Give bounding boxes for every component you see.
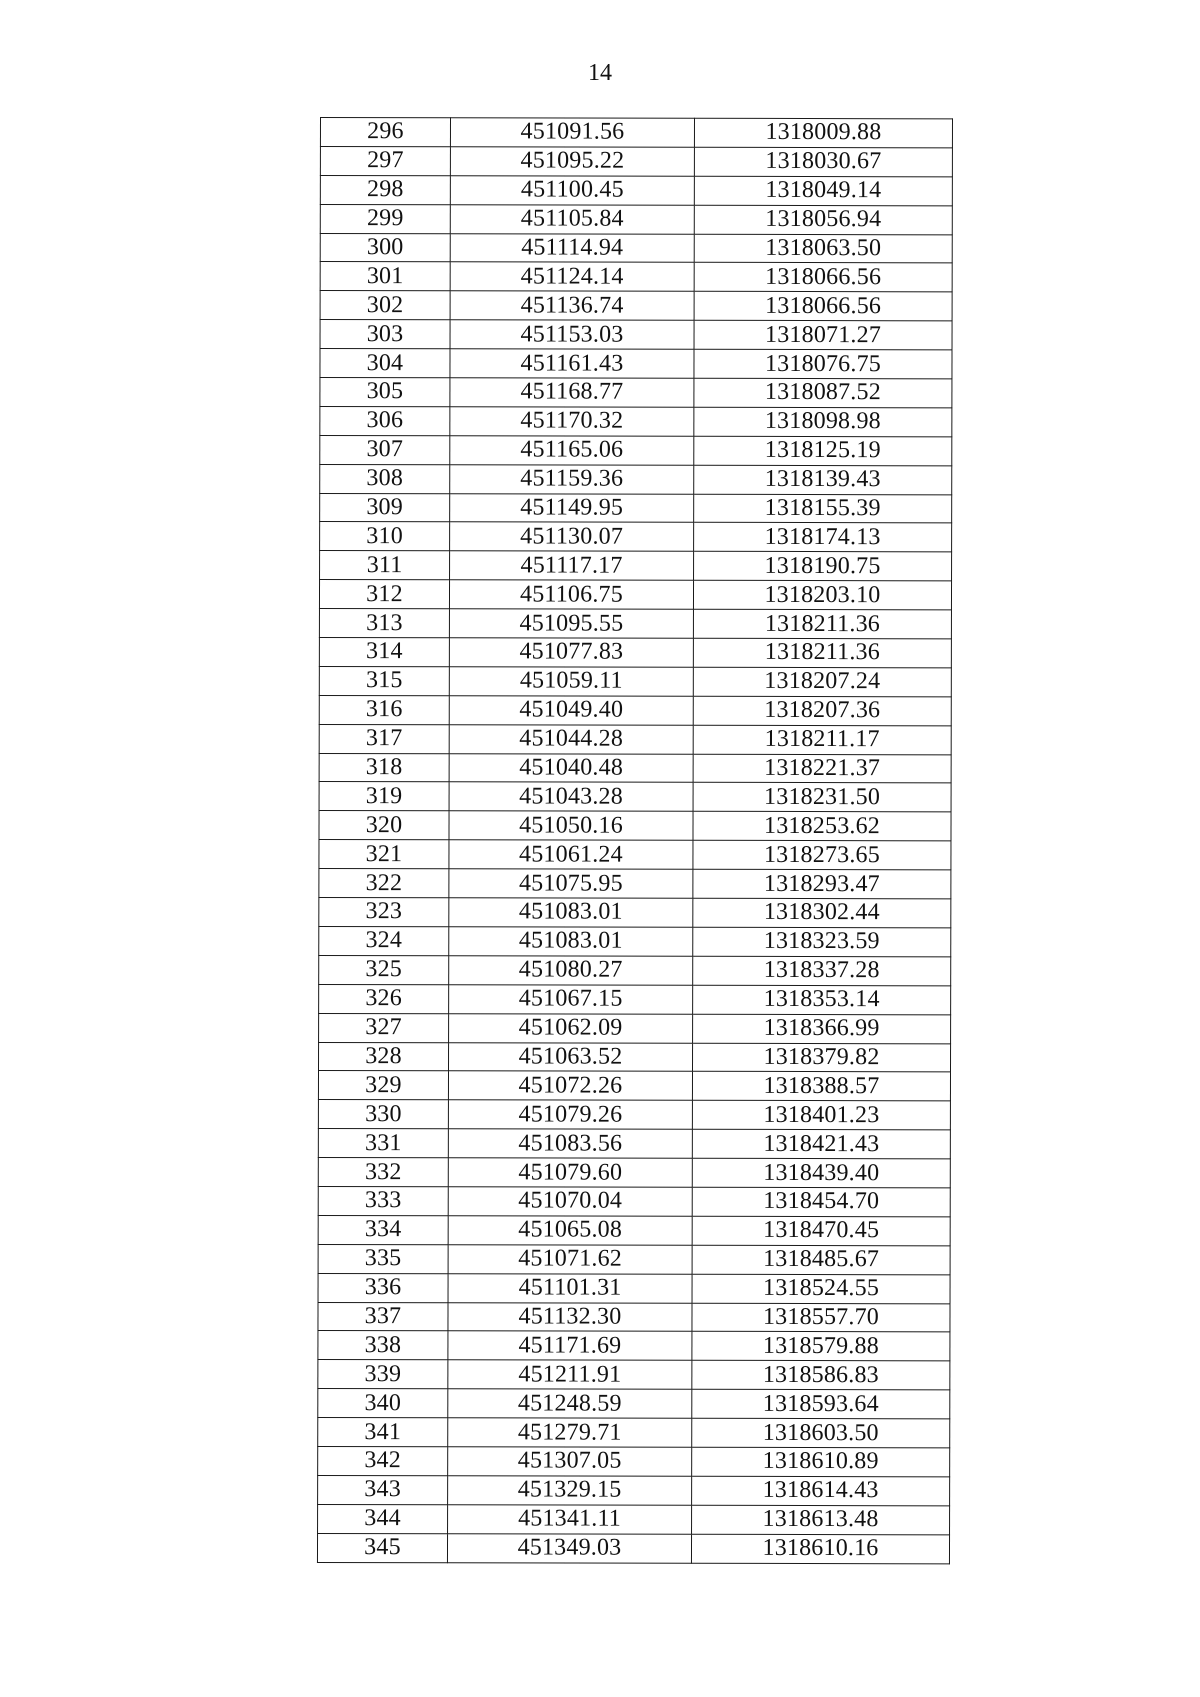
y-coordinate-cell: 1318087.52: [694, 378, 952, 407]
coordinate-table-body: [317, 118, 952, 1564]
point-number-cell: 298: [320, 175, 450, 204]
point-number-cell: 323: [319, 898, 449, 927]
point-number-cell: 303: [320, 320, 450, 349]
table-row: [318, 1071, 950, 1101]
point-number-cell: 340: [318, 1389, 448, 1418]
table-row: [318, 1273, 950, 1303]
table-row: [319, 811, 951, 841]
x-coordinate-cell: 451307.05: [448, 1447, 692, 1476]
point-number-cell: 308: [320, 464, 450, 493]
point-number-cell: 342: [318, 1446, 448, 1475]
y-coordinate-cell: 1318470.45: [692, 1216, 950, 1245]
y-coordinate-cell: 1318030.67: [694, 147, 952, 176]
table-row: [318, 1158, 950, 1188]
point-number-cell: 322: [319, 869, 449, 898]
y-coordinate-cell: 1318221.37: [693, 754, 951, 783]
table-row: [318, 1302, 950, 1332]
point-number-cell: 309: [320, 493, 450, 522]
table-row: [318, 1215, 950, 1245]
table-row: [320, 522, 952, 552]
point-number-cell: 336: [318, 1273, 448, 1302]
table-row: [320, 464, 952, 494]
y-coordinate-cell: 1318439.40: [692, 1158, 950, 1187]
x-coordinate-cell: 451211.91: [448, 1360, 692, 1389]
x-coordinate-cell: 451061.24: [449, 840, 693, 869]
table-row: [320, 435, 952, 465]
point-number-cell: 329: [318, 1071, 448, 1100]
x-coordinate-cell: 451095.55: [449, 609, 693, 638]
y-coordinate-cell: 1318421.43: [692, 1129, 950, 1158]
x-coordinate-cell: 451079.60: [448, 1158, 692, 1187]
table-row: [319, 580, 951, 610]
point-number-cell: 331: [318, 1129, 448, 1158]
x-coordinate-cell: 451279.71: [448, 1418, 692, 1447]
x-coordinate-cell: 451065.08: [448, 1216, 692, 1245]
y-coordinate-cell: 1318579.88: [692, 1332, 950, 1361]
point-number-cell: 324: [319, 926, 449, 955]
y-coordinate-cell: 1318485.67: [692, 1245, 950, 1274]
table-row: [320, 378, 952, 408]
x-coordinate-cell: 451050.16: [449, 811, 693, 840]
y-coordinate-cell: 1318066.56: [694, 263, 952, 292]
x-coordinate-cell: 451091.56: [450, 118, 694, 147]
table-row: [318, 1504, 950, 1534]
y-coordinate-cell: 1318049.14: [694, 176, 952, 205]
y-coordinate-cell: 1318273.65: [693, 841, 951, 870]
x-coordinate-cell: 451168.77: [450, 378, 694, 407]
table-row: [319, 782, 951, 812]
point-number-cell: 307: [320, 435, 450, 464]
table-row: [320, 146, 952, 176]
table-row: [320, 291, 952, 321]
y-coordinate-cell: 1318139.43: [694, 465, 952, 494]
point-number-cell: 315: [319, 666, 449, 695]
table-row: [320, 262, 952, 292]
point-number-cell: 334: [318, 1215, 448, 1244]
x-coordinate-cell: 451072.26: [448, 1071, 692, 1100]
x-coordinate-cell: 451049.40: [449, 696, 693, 725]
x-coordinate-cell: 451149.95: [450, 493, 694, 522]
point-number-cell: 306: [320, 406, 450, 435]
page-number: 14: [588, 60, 612, 86]
point-number-cell: 316: [319, 695, 449, 724]
y-coordinate-cell: 1318610.16: [691, 1534, 949, 1563]
y-coordinate-cell: 1318098.98: [694, 407, 952, 436]
point-number-cell: 312: [319, 580, 449, 609]
x-coordinate-cell: 451106.75: [449, 580, 693, 609]
x-coordinate-cell: 451077.83: [449, 638, 693, 667]
x-coordinate-cell: 451067.15: [449, 984, 693, 1013]
point-number-cell: 313: [319, 609, 449, 638]
x-coordinate-cell: 451329.15: [448, 1476, 692, 1505]
table-row: [319, 869, 951, 899]
x-coordinate-cell: 451070.04: [448, 1187, 692, 1216]
table-row: [320, 406, 952, 436]
point-number-cell: 304: [320, 349, 450, 378]
point-number-cell: 320: [319, 811, 449, 840]
x-coordinate-cell: 451159.36: [450, 464, 694, 493]
y-coordinate-cell: 1318366.99: [693, 1014, 951, 1043]
table-row: [319, 724, 951, 754]
y-coordinate-cell: 1318066.56: [694, 292, 952, 321]
x-coordinate-cell: 451083.01: [449, 927, 693, 956]
y-coordinate-cell: 1318593.64: [692, 1389, 950, 1418]
x-coordinate-cell: 451040.48: [449, 753, 693, 782]
x-coordinate-cell: 451341.11: [448, 1505, 692, 1534]
point-number-cell: 328: [319, 1042, 449, 1071]
point-number-cell: 318: [319, 753, 449, 782]
x-coordinate-cell: 451132.30: [448, 1302, 692, 1331]
y-coordinate-cell: 1318603.50: [692, 1418, 950, 1447]
table-row: [320, 551, 952, 581]
y-coordinate-cell: 1318071.27: [694, 321, 952, 350]
y-coordinate-cell: 1318353.14: [693, 985, 951, 1014]
x-coordinate-cell: 451170.32: [450, 407, 694, 436]
y-coordinate-cell: 1318211.36: [693, 609, 951, 638]
point-number-cell: 326: [319, 984, 449, 1013]
table-row: [319, 984, 951, 1014]
x-coordinate-cell: 451349.03: [447, 1533, 691, 1562]
y-coordinate-cell: 1318125.19: [694, 436, 952, 465]
point-number-cell: 333: [318, 1186, 448, 1215]
y-coordinate-cell: 1318253.62: [693, 812, 951, 841]
table-row: [320, 204, 952, 234]
x-coordinate-cell: 451153.03: [450, 320, 694, 349]
x-coordinate-cell: 451075.95: [449, 869, 693, 898]
y-coordinate-cell: 1318063.50: [694, 234, 952, 263]
x-coordinate-cell: 451079.26: [448, 1100, 692, 1129]
point-number-cell: 301: [320, 262, 450, 291]
point-number-cell: 327: [319, 1013, 449, 1042]
x-coordinate-cell: 451117.17: [450, 551, 694, 580]
x-coordinate-cell: 451105.84: [450, 204, 694, 233]
x-coordinate-cell: 451080.27: [449, 956, 693, 985]
point-number-cell: 337: [318, 1302, 448, 1331]
table-row: [319, 955, 951, 985]
y-coordinate-cell: 1318337.28: [693, 956, 951, 985]
y-coordinate-cell: 1318155.39: [694, 494, 952, 523]
table-row: [320, 493, 952, 523]
x-coordinate-cell: 451083.01: [449, 898, 693, 927]
point-number-cell: 300: [320, 233, 450, 262]
coordinate-table: [317, 117, 953, 1564]
y-coordinate-cell: 1318076.75: [694, 349, 952, 378]
point-number-cell: 338: [318, 1331, 448, 1360]
point-number-cell: 325: [319, 955, 449, 984]
point-number-cell: 296: [320, 118, 450, 147]
x-coordinate-cell: 451095.22: [450, 147, 694, 176]
table-row: [317, 1533, 949, 1563]
table-row: [319, 609, 951, 639]
point-number-cell: 314: [319, 638, 449, 667]
x-coordinate-cell: 451165.06: [450, 436, 694, 465]
x-coordinate-cell: 451044.28: [449, 724, 693, 753]
point-number-cell: 343: [318, 1475, 448, 1504]
table-row: [318, 1389, 950, 1419]
point-number-cell: 305: [320, 378, 450, 407]
table-row: [319, 666, 951, 696]
point-number-cell: 319: [319, 782, 449, 811]
table-row: [320, 349, 952, 379]
table-row: [319, 638, 951, 668]
point-number-cell: 345: [317, 1533, 447, 1562]
table-row: [319, 840, 951, 870]
x-coordinate-cell: 451101.31: [448, 1273, 692, 1302]
x-coordinate-cell: 451043.28: [449, 782, 693, 811]
y-coordinate-cell: 1318174.13: [694, 523, 952, 552]
x-coordinate-cell: 451161.43: [450, 349, 694, 378]
y-coordinate-cell: 1318211.36: [693, 638, 951, 667]
x-coordinate-cell: 451124.14: [450, 262, 694, 291]
point-number-cell: 330: [318, 1100, 448, 1129]
point-number-cell: 341: [318, 1418, 448, 1447]
table-row: [319, 695, 951, 725]
x-coordinate-cell: 451059.11: [449, 667, 693, 696]
table-row: [320, 233, 952, 263]
y-coordinate-cell: 1318379.82: [693, 1043, 951, 1072]
point-number-cell: 339: [318, 1360, 448, 1389]
table-row: [318, 1418, 950, 1448]
x-coordinate-cell: 451062.09: [449, 1013, 693, 1042]
table-row: [318, 1186, 950, 1216]
y-coordinate-cell: 1318388.57: [692, 1072, 950, 1101]
y-coordinate-cell: 1318454.70: [692, 1187, 950, 1216]
y-coordinate-cell: 1318557.70: [692, 1303, 950, 1332]
x-coordinate-cell: 451130.07: [450, 522, 694, 551]
point-number-cell: 302: [320, 291, 450, 320]
x-coordinate-cell: 451248.59: [448, 1389, 692, 1418]
table-row: [318, 1244, 950, 1274]
table-row: [319, 898, 951, 928]
point-number-cell: 297: [320, 146, 450, 175]
table-row: [318, 1475, 950, 1505]
y-coordinate-cell: 1318207.24: [693, 667, 951, 696]
y-coordinate-cell: 1318211.17: [693, 725, 951, 754]
point-number-cell: 310: [320, 522, 450, 551]
point-number-cell: 344: [318, 1504, 448, 1533]
table-row: [320, 320, 952, 350]
y-coordinate-cell: 1318614.43: [692, 1476, 950, 1505]
y-coordinate-cell: 1318613.48: [692, 1505, 950, 1534]
y-coordinate-cell: 1318207.36: [693, 696, 951, 725]
point-number-cell: 317: [319, 724, 449, 753]
table-row: [319, 1042, 951, 1072]
y-coordinate-cell: 1318323.59: [693, 927, 951, 956]
y-coordinate-cell: 1318009.88: [694, 118, 952, 147]
y-coordinate-cell: 1318190.75: [694, 552, 952, 581]
y-coordinate-cell: 1318293.47: [693, 869, 951, 898]
point-number-cell: 299: [320, 204, 450, 233]
table-row: [320, 118, 952, 148]
x-coordinate-cell: 451114.94: [450, 233, 694, 262]
x-coordinate-cell: 451171.69: [448, 1331, 692, 1360]
table-row: [318, 1129, 950, 1159]
y-coordinate-cell: 1318610.89: [692, 1447, 950, 1476]
point-number-cell: 332: [318, 1158, 448, 1187]
table-row: [318, 1331, 950, 1361]
y-coordinate-cell: 1318401.23: [692, 1101, 950, 1130]
table-row: [318, 1100, 950, 1130]
x-coordinate-cell: 451136.74: [450, 291, 694, 320]
y-coordinate-cell: 1318586.83: [692, 1361, 950, 1390]
y-coordinate-cell: 1318524.55: [692, 1274, 950, 1303]
x-coordinate-cell: 451063.52: [449, 1042, 693, 1071]
table-row: [319, 926, 951, 956]
table-row: [318, 1446, 950, 1476]
y-coordinate-cell: 1318231.50: [693, 783, 951, 812]
x-coordinate-cell: 451071.62: [448, 1245, 692, 1274]
point-number-cell: 311: [320, 551, 450, 580]
point-number-cell: 335: [318, 1244, 448, 1273]
y-coordinate-cell: 1318302.44: [693, 898, 951, 927]
y-coordinate-cell: 1318056.94: [694, 205, 952, 234]
table-row: [318, 1360, 950, 1390]
table-row: [319, 1013, 951, 1043]
y-coordinate-cell: 1318203.10: [693, 581, 951, 610]
x-coordinate-cell: 451083.56: [448, 1129, 692, 1158]
table-row: [320, 175, 952, 205]
point-number-cell: 321: [319, 840, 449, 869]
table-row: [319, 753, 951, 783]
x-coordinate-cell: 451100.45: [450, 176, 694, 205]
